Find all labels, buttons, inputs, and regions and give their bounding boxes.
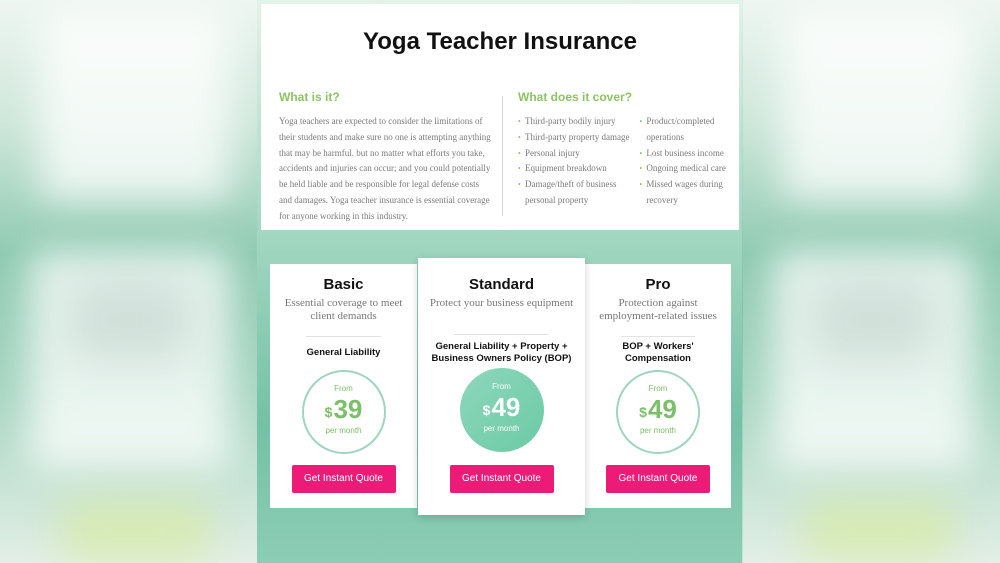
plan-description: Protection against employment-related issues: [599, 297, 717, 322]
bullet-icon: •: [518, 148, 521, 158]
price-period: per month: [483, 424, 520, 433]
coverage-list-2: [639, 114, 733, 209]
price-circle: [616, 370, 700, 454]
plan-card-basic: [270, 264, 417, 508]
price-from-label: From: [334, 384, 353, 393]
plan-description: Essential coverage to meet client demands: [284, 297, 403, 322]
price-value: $49: [639, 394, 677, 424]
coverage-section: [518, 90, 733, 209]
bullet-icon: •: [518, 117, 521, 126]
list-item: • Lost business income: [639, 146, 733, 162]
price-from-label: From: [492, 382, 511, 391]
blurred-backdrop-left: [0, 0, 257, 563]
coverage-list-1: [518, 114, 633, 209]
plan-name: Basic: [323, 276, 364, 293]
bullet-icon: •: [639, 180, 643, 190]
what-is-it-heading: What is it?: [279, 90, 340, 104]
price-circle: [302, 370, 386, 454]
plan-divider: [306, 336, 381, 337]
list-item: • Third-party bodily injury: [518, 114, 633, 130]
plan-card-pro: [585, 264, 731, 508]
plan-feature: General Liability + Property + Business Owners Policy (BOP): [431, 341, 572, 364]
info-card: [261, 4, 739, 230]
price-period: per month: [325, 426, 362, 435]
plan-feature: BOP + Workers' Compensation: [622, 341, 694, 364]
bullet-icon: •: [639, 164, 643, 174]
price-period: per month: [639, 426, 677, 435]
plan-divider: [621, 336, 695, 337]
plan-name: Standard: [468, 276, 534, 293]
bullet-icon: •: [639, 117, 643, 126]
bullet-icon: •: [518, 180, 521, 190]
currency-symbol: $: [482, 402, 491, 418]
blurred-backdrop-right: [743, 0, 1000, 563]
plan-description: Protect your business equipment: [429, 297, 574, 309]
price-from-label: From: [648, 384, 668, 393]
bullet-icon: •: [518, 164, 521, 174]
list-item: • Product/completed operations: [639, 116, 715, 142]
price-value: $39: [324, 394, 363, 424]
plan-name: Pro: [645, 276, 671, 293]
what-is-it-section: [279, 90, 494, 225]
get-quote-button-standard[interactable]: Get Instant Quote: [450, 465, 554, 493]
list-item: • Ongoing medical care: [639, 161, 733, 177]
price-circle: [460, 368, 544, 452]
coverage-heading: What does it cover?: [518, 90, 633, 104]
plan-feature: General Liability: [306, 347, 381, 358]
list-item: • Third-party property damage: [518, 130, 633, 146]
currency-symbol: $: [324, 404, 333, 420]
bullet-icon: •: [518, 132, 521, 142]
what-is-it-text: Yoga teachers are expected to consider the limitations of their students and make sure no one is attempting anything that may be harmful. but no matter what efforts you take, accidents and injuries can occur; and you could potentially be held liable and be responsible for legal defense costs and damages. Yoga teacher insurance is essential coverage for anyone working in this industry.: [279, 116, 491, 221]
get-quote-button-pro[interactable]: Get Instant Quote: [606, 465, 710, 493]
plan-card-standard: [418, 258, 585, 515]
plan-divider: [454, 334, 549, 335]
list-item: • Missed wages during recovery: [639, 179, 723, 205]
get-quote-button-basic[interactable]: Get Instant Quote: [292, 465, 396, 493]
page-title: Yoga Teacher Insurance: [363, 28, 637, 55]
section-divider: [502, 96, 503, 216]
price-value: $49: [482, 392, 521, 422]
list-item: • Personal injury: [518, 146, 633, 162]
bullet-icon: •: [639, 148, 643, 158]
currency-symbol: $: [639, 404, 647, 420]
list-item: • Equipment breakdown: [518, 161, 633, 177]
list-item: • Damage/theft of business personal property: [518, 179, 617, 205]
